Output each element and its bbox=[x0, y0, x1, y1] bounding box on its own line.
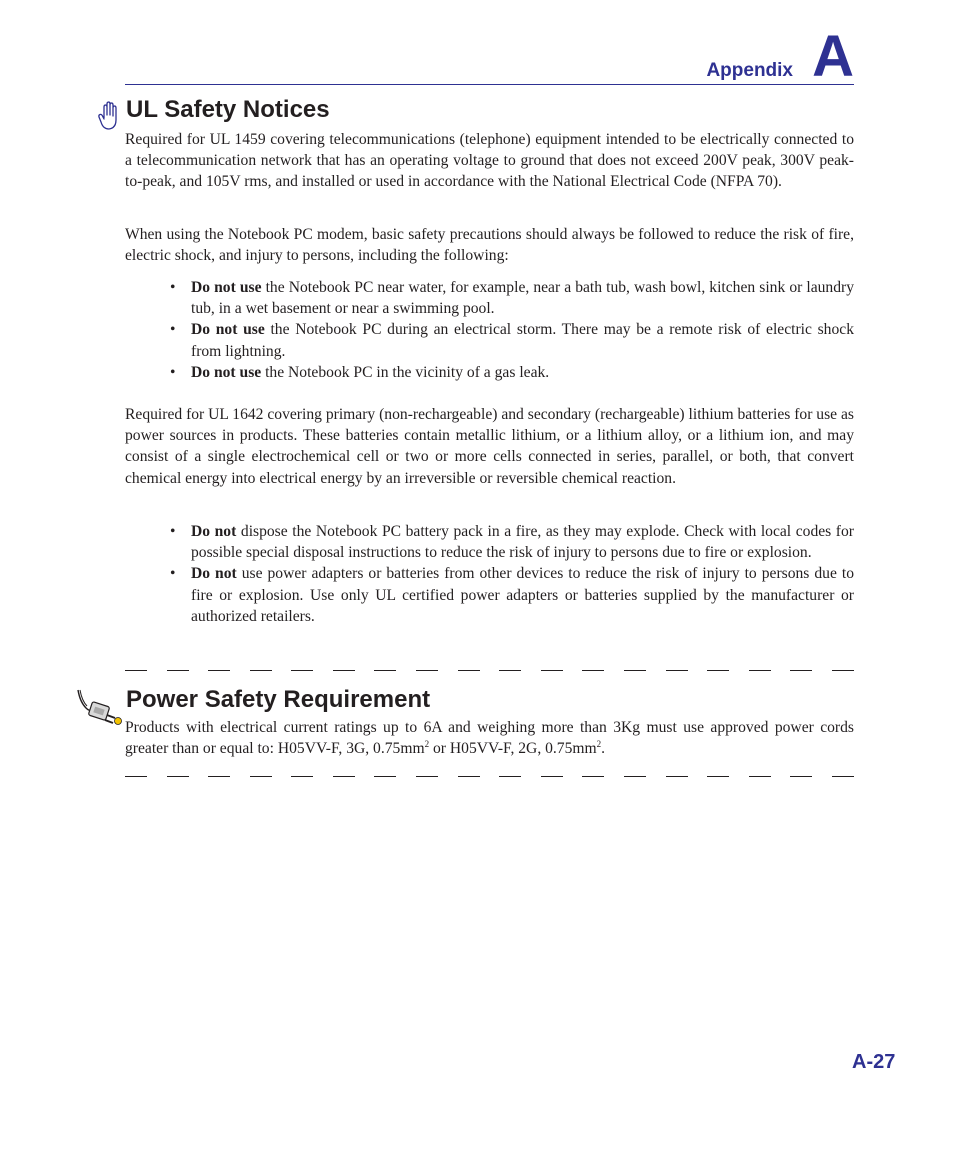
dashed-separator-top bbox=[125, 670, 854, 672]
ul-safety-title: UL Safety Notices bbox=[126, 96, 330, 123]
modem-precautions-list bbox=[125, 277, 854, 383]
list-item: • Do not use power adapters or batteries from other devices to reduce the risk of injury to persons due to fire or explosion. Use only UL certified power adapters or batteries supplied by the manufacturer or authorized retailers. bbox=[170, 565, 854, 625]
list-item: • Do not use the Notebook PC near water, for example, near a bath tub, wash bowl, kitchen sink or laundry tub, in a wet basement or near a swimming pool. bbox=[170, 279, 855, 318]
appendix-label: Appendix bbox=[706, 60, 793, 81]
page-header bbox=[125, 24, 854, 89]
list-item: • Do not use the Notebook PC during an electrical storm. There may be a remote risk of electric shock from lightning. bbox=[170, 321, 854, 360]
hand-stop-icon bbox=[98, 100, 122, 132]
power-safety-title: Power Safety Requirement bbox=[126, 686, 431, 713]
power-plug-icon bbox=[76, 688, 122, 730]
appendix-letter: A bbox=[812, 24, 854, 89]
ul1642-paragraph: Required for UL 1642 covering primary (non-rechargeable) and secondary (rechargeable) lithium batteries for use as power sources in products. These batteries contain metallic lithium, or a lithium alloy, or a lithium ion, and may consist of a single electrochemical cell or two or more cells connected in series, parallel, or both, that convert chemical energy into electrical energy by an irreversible or reversible chemical reaction. bbox=[125, 406, 854, 487]
header-rule bbox=[125, 84, 854, 85]
ul1459-paragraph: Required for UL 1459 covering telecommunications (telephone) equipment intended to be electrically connected to a telecommunication network that has an operating voltage to ground that does not exceed 200V peak, 300V peak-to-peak, and 105V rms, and installed or used in accordance with the National Electrical Code (NFPA 70). bbox=[125, 131, 854, 191]
modem-precautions-paragraph: When using the Notebook PC modem, basic safety precautions should always be followed to reduce the risk of fire, electric shock, and injury to persons, including the following: bbox=[125, 226, 854, 265]
list-item: • Do not use the Notebook PC in the vicinity of a gas leak. bbox=[170, 363, 550, 381]
dashed-separator-bottom bbox=[125, 776, 854, 778]
battery-precautions-list bbox=[125, 521, 854, 627]
page-number: A-27 bbox=[852, 1051, 896, 1073]
power-cord-paragraph: Products with electrical current ratings up to 6A and weighing more than 3Kg must use approved power cords greater than or equal to: H05VV-F, 3G, $0.75mm^2$ or H05VV-F, 2G, $0.75mm^2$. bbox=[125, 719, 854, 758]
list-item: • Do not dispose the Notebook PC battery pack in a fire, as they may explode. Check with local codes for possible special disposal instructions to reduce the risk of injury to persons due to fire or explosion. bbox=[170, 523, 854, 562]
